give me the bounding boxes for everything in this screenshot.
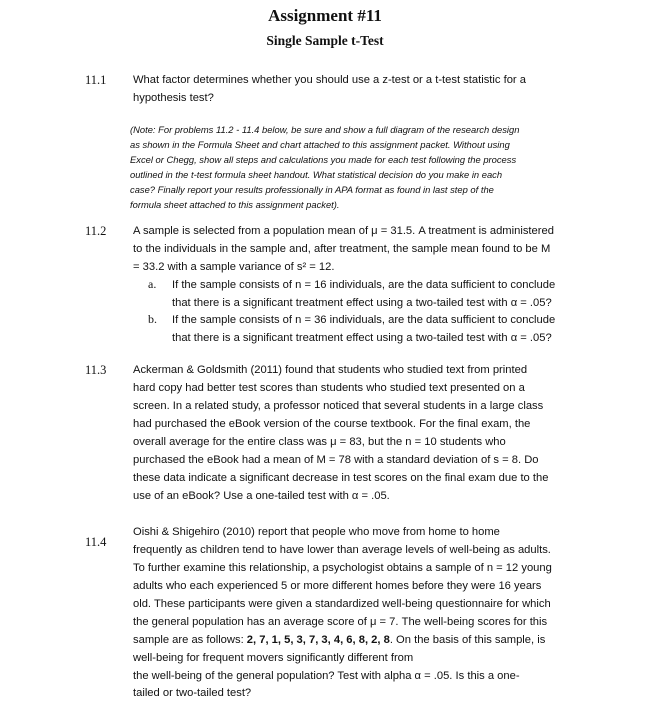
question-text-line: Ackerman & Goldsmith (2011) found that students who studied text from printed: [133, 364, 528, 376]
question-text-line: use of an eBook? Use a one-tailed test with α = .05.: [133, 490, 390, 502]
question-text-line: well-being for frequent movers significantly different from: [133, 652, 414, 664]
sub-question-text-line: If the sample consists of n = 16 individuals, are the data sufficient to conclude: [172, 279, 556, 291]
question-text-line: purchased the eBook had a mean of M = 78 with a standard deviation of s = 8. Do: [133, 454, 539, 466]
sub-question-text-line: If the sample consists of n = 36 individuals, are the data sufficient to conclude: [172, 314, 556, 326]
question-text-line: What factor determines whether you should use a z-test or a t-test statistic for a: [133, 74, 526, 86]
question-text-line: To further examine this relationship, a psychologist obtains a sample of n = 12 young: [133, 562, 552, 574]
note-line: Excel or Chegg, show all steps and calculations you made for each test following the process: [130, 154, 517, 165]
question-text-line: frequently as children tend to have lower than average levels of well-being as adults.: [133, 544, 551, 556]
question-text-line: A sample is selected from a population mean of μ = 31.5. A treatment is administered: [133, 225, 554, 237]
question-text-line: adults who each experienced 5 or more different homes before they were 16 years: [133, 580, 542, 592]
sub-question-text-line: that there is a significant treatment effect using a two-tailed test with α = .05?: [172, 332, 552, 344]
question-text-line: tailed or two-tailed test?: [133, 687, 252, 699]
assignment-subtitle: Single Sample t-Test: [266, 33, 384, 48]
question-number: 11.4: [85, 535, 107, 549]
note-line: as shown in the Formula Sheet and chart attached to this assignment packet. Without using: [130, 139, 510, 150]
question-text-line: the well-being of the general population? Test with alpha α = .05. Is this a one-: [133, 670, 520, 682]
question-text-line: these data indicate a significant decrease in test scores on the final exam due to the: [133, 472, 549, 484]
scores-outro-text: . On the basis of this sample, is: [389, 634, 546, 646]
note-line: (Note: For problems 11.2 - 11.4 below, be sure and show a full diagram of the research design: [130, 124, 520, 135]
note-line: case? Finally report your results professionally in APA format as found in last step of the: [130, 184, 494, 195]
question-text-line: the general population has an average score of μ = 7. The well-being scores for this: [133, 616, 548, 628]
note-line: formula sheet attached to this assignment packet).: [130, 199, 340, 210]
question-number: 11.1: [85, 73, 107, 87]
question-text-line: hypothesis test?: [133, 92, 214, 104]
note-line: outlined in the t-test formula sheet handout. What statistical decision do you make in each: [130, 169, 503, 180]
question-text-line: old. These participants were given a standardized well-being questionnaire for which: [133, 598, 551, 610]
sub-question-text-line: that there is a significant treatment effect using a two-tailed test with α = .05?: [172, 297, 552, 309]
question-text-line: Oishi & Shigehiro (2010) report that people who move from home to home: [133, 526, 500, 538]
question-text-line: overall average for the entire class was μ = 83, but the n = 10 students who: [133, 436, 506, 448]
assignment-title: Assignment #11: [268, 6, 382, 25]
question-text-line: had purchased the eBook version of the course textbook. For the final exam, the: [133, 418, 531, 430]
sub-question-label: b.: [148, 312, 157, 326]
question-text-line: = 33.2 with a sample variance of s² = 12.: [133, 261, 335, 273]
question-number: 11.3: [85, 363, 107, 377]
question-number: 11.2: [85, 224, 107, 238]
question-text-line: [133, 631, 545, 649]
question-text-line: to the individuals in the sample and, after treatment, the sample mean found to be M: [133, 243, 551, 255]
question-text-line: screen. In a related study, a professor noticed that several students in a large class: [133, 400, 544, 412]
well-being-scores: 2, 7, 1, 5, 3, 7, 3, 4, 6, 8, 2, 8: [246, 634, 390, 646]
sub-question-label: a.: [148, 277, 157, 291]
question-text-line: hard copy had better test scores than students who studied text presented on a: [133, 382, 525, 394]
scores-intro-text: sample are as follows:: [133, 634, 247, 646]
